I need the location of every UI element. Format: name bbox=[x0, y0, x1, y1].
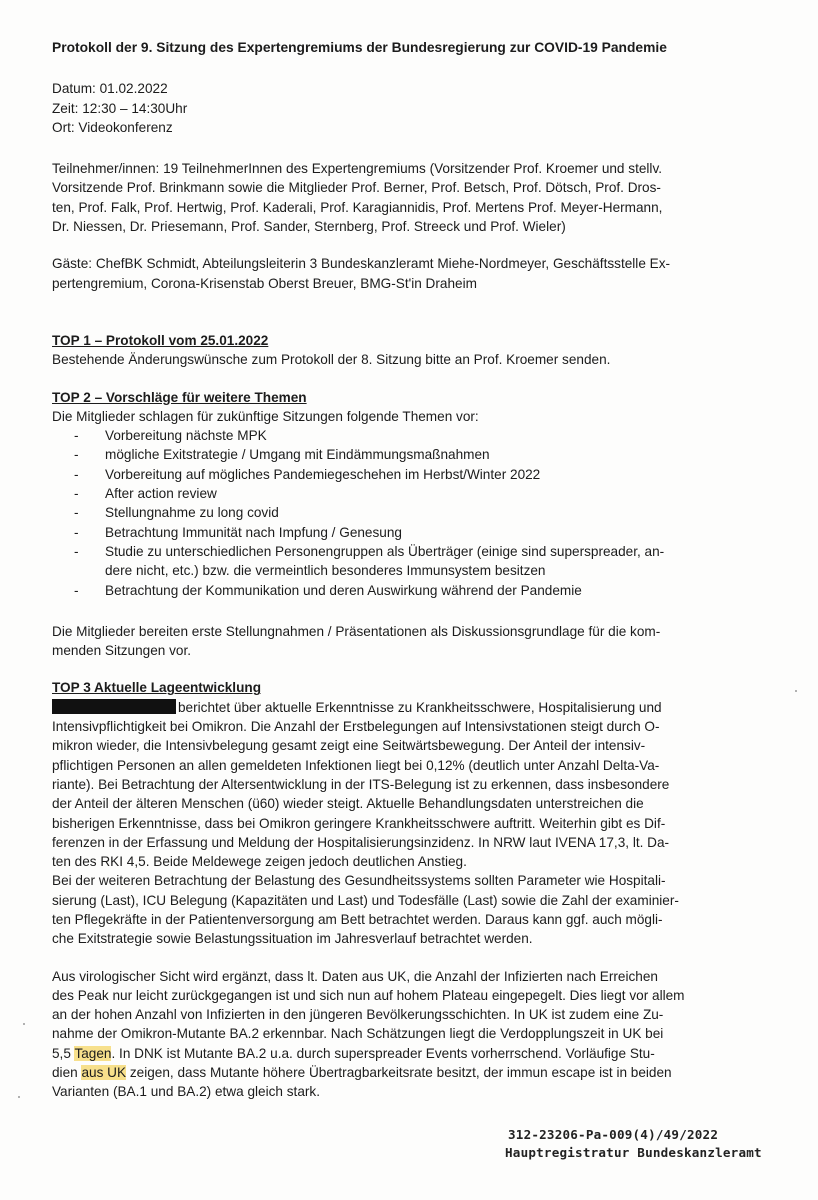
top3-heading: TOP 3 Aktuelle Lageentwicklung bbox=[52, 680, 261, 696]
top3-line: ferenzen in der Erfassung und Meldung der Hospitalisierungsinzidenz. In NRW laut IVENA 17,3, lt. Da- bbox=[52, 834, 670, 850]
top1-heading: TOP 1 – Protokoll vom 25.01.2022 bbox=[52, 332, 269, 348]
scan-speck bbox=[23, 1023, 25, 1025]
top1-section bbox=[52, 331, 792, 370]
virology-paragraph bbox=[52, 967, 792, 1102]
highlighted-text: Tagen bbox=[74, 1045, 112, 1061]
meeting-time: Zeit: 12:30 – 14:30Uhr bbox=[52, 100, 188, 116]
highlighted-text: aus UK bbox=[81, 1065, 127, 1081]
participants-line: Vorsitzende Prof. Brinkmann sowie die Mitglieder Prof. Berner, Prof. Betsch, Prof. Dötsch, Prof. Dros- bbox=[52, 180, 661, 196]
document-title: Protokoll der 9. Sitzung des Expertengremiums der Bundesregierung zur COVID-19 Pandemie bbox=[52, 40, 667, 55]
top2-section bbox=[52, 388, 792, 600]
virology-line: des Peak nur leicht zurückgegangen ist und sich nun auf hohem Plateau eingepegelt. Dies liegt vor allem bbox=[52, 987, 685, 1003]
guests-paragraph bbox=[52, 254, 792, 293]
top3-line: che Exitstrategie sowie Belastungssituation im Jahresverlauf betrachtet werden. bbox=[52, 931, 533, 947]
dash-bullet: - bbox=[74, 505, 79, 521]
scan-speck bbox=[795, 690, 797, 692]
text-segment: . In DNK ist Mutante BA.2 u.a. durch superspreader Events vorherrschend. Vorläufige Stu- bbox=[111, 1045, 655, 1061]
topic-text: Betrachtung Immunität nach Impfung / Genesung bbox=[105, 524, 402, 540]
redaction-bar bbox=[52, 699, 176, 714]
meeting-date: Datum: 01.02.2022 bbox=[52, 81, 168, 97]
virology-line bbox=[52, 1063, 792, 1082]
top2-intro: Die Mitglieder schlagen für zukünftige Sitzungen folgende Themen vor: bbox=[52, 408, 479, 424]
dash-bullet: - bbox=[74, 447, 79, 463]
top3-line: pflichtigen Personen an allen gemeldeten Infektionen liegt bei 0,12% (deutlich unter Anzahl Delta-Va- bbox=[52, 757, 660, 773]
topic-text: mögliche Exitstrategie / Umgang mit Eindämmungsmaßnahmen bbox=[105, 447, 490, 463]
participants-line: ten, Prof. Falk, Prof. Hertwig, Prof. Kaderali, Prof. Karagiannidis, Prof. Mertens Prof. Meyer-Hermann, bbox=[52, 199, 663, 215]
topic-text: Vorbereitung nächste MPK bbox=[105, 428, 267, 444]
stamp-registry: Hauptregistratur Bundeskanzleramt bbox=[505, 1145, 762, 1160]
topic-text: Studie zu unterschiedlichen Personengruppen als Überträger (einige sind superspreader, an- bbox=[105, 543, 665, 559]
participants-line: Teilnehmer/innen: 19 TeilnehmerInnen des Expertengremiums (Vorsitzender Prof. Kroemer und stellv. bbox=[52, 161, 663, 177]
dash-bullet: - bbox=[74, 486, 79, 502]
closing-line: Die Mitglieder bereiten erste Stellungnahmen / Präsentationen als Diskussionsgrundlage für die kom- bbox=[52, 623, 661, 639]
virology-line: an der hohen Anzahl von Infizierten in den jüngeren Bevölkerungsschichten. In UK ist zudem eine Zu- bbox=[52, 1007, 664, 1023]
top3-line: sierung (Last), ICU Belegung (Kapazitäten und Last) und Todesfälle (Last) sowie die Zahl der examinier- bbox=[52, 892, 679, 908]
topic-item bbox=[52, 426, 792, 445]
top3-section bbox=[52, 678, 792, 948]
dash-bullet: - bbox=[74, 543, 79, 559]
topic-item bbox=[52, 484, 792, 503]
topic-text: Stellungnahme zu long covid bbox=[105, 505, 279, 521]
dash-bullet: - bbox=[74, 582, 79, 598]
text-segment: dien bbox=[52, 1065, 82, 1081]
topic-item bbox=[52, 542, 792, 581]
topic-item bbox=[52, 523, 792, 542]
virology-line: nahme der Omikron-Mutante BA.2 erkennbar. Nach Schätzungen liegt die Verdopplungszeit in UK bei bbox=[52, 1026, 664, 1042]
registry-stamp bbox=[505, 1126, 762, 1162]
topic-item bbox=[52, 503, 792, 522]
top3-line: riante). Bei Betrachtung der Altersentwicklung in der ITS-Belegung ist zu erkennen, dass insbesondere bbox=[52, 776, 670, 792]
stamp-number: 312-23206-Pa-009(4)/49/2022 bbox=[508, 1127, 719, 1142]
guests-line: pertengremium, Corona-Krisenstab Oberst Breuer, BMG-St'in Draheim bbox=[52, 275, 477, 291]
topic-item bbox=[52, 581, 792, 600]
guests-line: Gäste: ChefBK Schmidt, Abteilungsleiterin 3 Bundeskanzleramt Miehe-Nordmeyer, Geschäftsstelle Ex- bbox=[52, 256, 671, 272]
scan-speck bbox=[18, 1096, 20, 1098]
top2-closing bbox=[52, 622, 792, 661]
dash-bullet: - bbox=[74, 524, 79, 540]
topic-list bbox=[52, 426, 792, 600]
top3-first-line bbox=[52, 698, 792, 717]
virology-line: Varianten (BA.1 und BA.2) etwa gleich stark. bbox=[52, 1084, 320, 1100]
top3-line: Bei der weiteren Betrachtung der Belastung des Gesundheitssystems sollten Parameter wie Hospitali- bbox=[52, 873, 666, 889]
top3-line: bisherigen Erkenntnisse, dass bei Omikron geringere Krankheitsschwere auftritt. Weiterhin gibt es Dif- bbox=[52, 815, 666, 831]
top3-line: der Anteil der älteren Menschen (ü60) wieder steigt. Aktuelle Behandlungsdaten unterstreichen die bbox=[52, 796, 644, 812]
top3-line: Intensivpflichtigkeit bei Omikron. Die Anzahl der Erstbelegungen auf Intensivstationen steigt durch O- bbox=[52, 719, 660, 735]
top3-line: ten Pflegekräfte in der Patientenversorgung am Bett betrachtet werden. Daraus kann ggf. auch mögli- bbox=[52, 911, 663, 927]
meeting-location: Ort: Videokonferenz bbox=[52, 119, 173, 135]
top1-text: Bestehende Änderungswünsche zum Protokoll der 8. Sitzung bitte an Prof. Kroemer senden. bbox=[52, 352, 611, 368]
closing-line: menden Sitzungen vor. bbox=[52, 643, 192, 659]
participants-paragraph bbox=[52, 159, 792, 236]
text-segment: 5,5 bbox=[52, 1045, 75, 1061]
top3-line: mikron wieder, die Intensivbelegung gesamt zeigt eine Seitwärtsbewegung. Der Anteil der intensiv- bbox=[52, 738, 646, 754]
virology-line bbox=[52, 1044, 792, 1063]
top2-heading: TOP 2 – Vorschläge für weitere Themen bbox=[52, 389, 307, 405]
topic-text: Vorbereitung auf mögliches Pandemiegeschehen im Herbst/Winter 2022 bbox=[105, 466, 541, 482]
dash-bullet: - bbox=[74, 466, 79, 482]
topic-text: After action review bbox=[105, 486, 217, 502]
virology-line: Aus virologischer Sicht wird ergänzt, dass lt. Daten aus UK, die Anzahl der Infizierten nach Erreichen bbox=[52, 968, 658, 984]
top3-line: ten des RKI 4,5. Beide Meldewege zeigen jedoch deutlichen Anstieg. bbox=[52, 854, 467, 870]
dash-bullet: - bbox=[74, 428, 79, 444]
topic-text: Betrachtung der Kommunikation und deren Auswirkung während der Pandemie bbox=[105, 582, 582, 598]
topic-text-continued: dere nicht, etc.) bzw. die vermeintlich besonderes Immunsystem besitzen bbox=[105, 563, 546, 579]
topic-item bbox=[52, 445, 792, 464]
topic-item bbox=[52, 465, 792, 484]
top3-first-line-text: berichtet über aktuelle Erkenntnisse zu Krankheitsschwere, Hospitalisierung und bbox=[178, 699, 662, 715]
meeting-meta bbox=[52, 79, 792, 137]
participants-line: Dr. Niessen, Dr. Priesemann, Prof. Sander, Sternberg, Prof. Streeck und Prof. Wieler) bbox=[52, 219, 566, 235]
protocol-document bbox=[52, 38, 792, 1102]
text-segment: zeigen, dass Mutante höhere Übertragbarkeitsrate besitzt, der immun escape ist in beiden bbox=[126, 1065, 672, 1081]
